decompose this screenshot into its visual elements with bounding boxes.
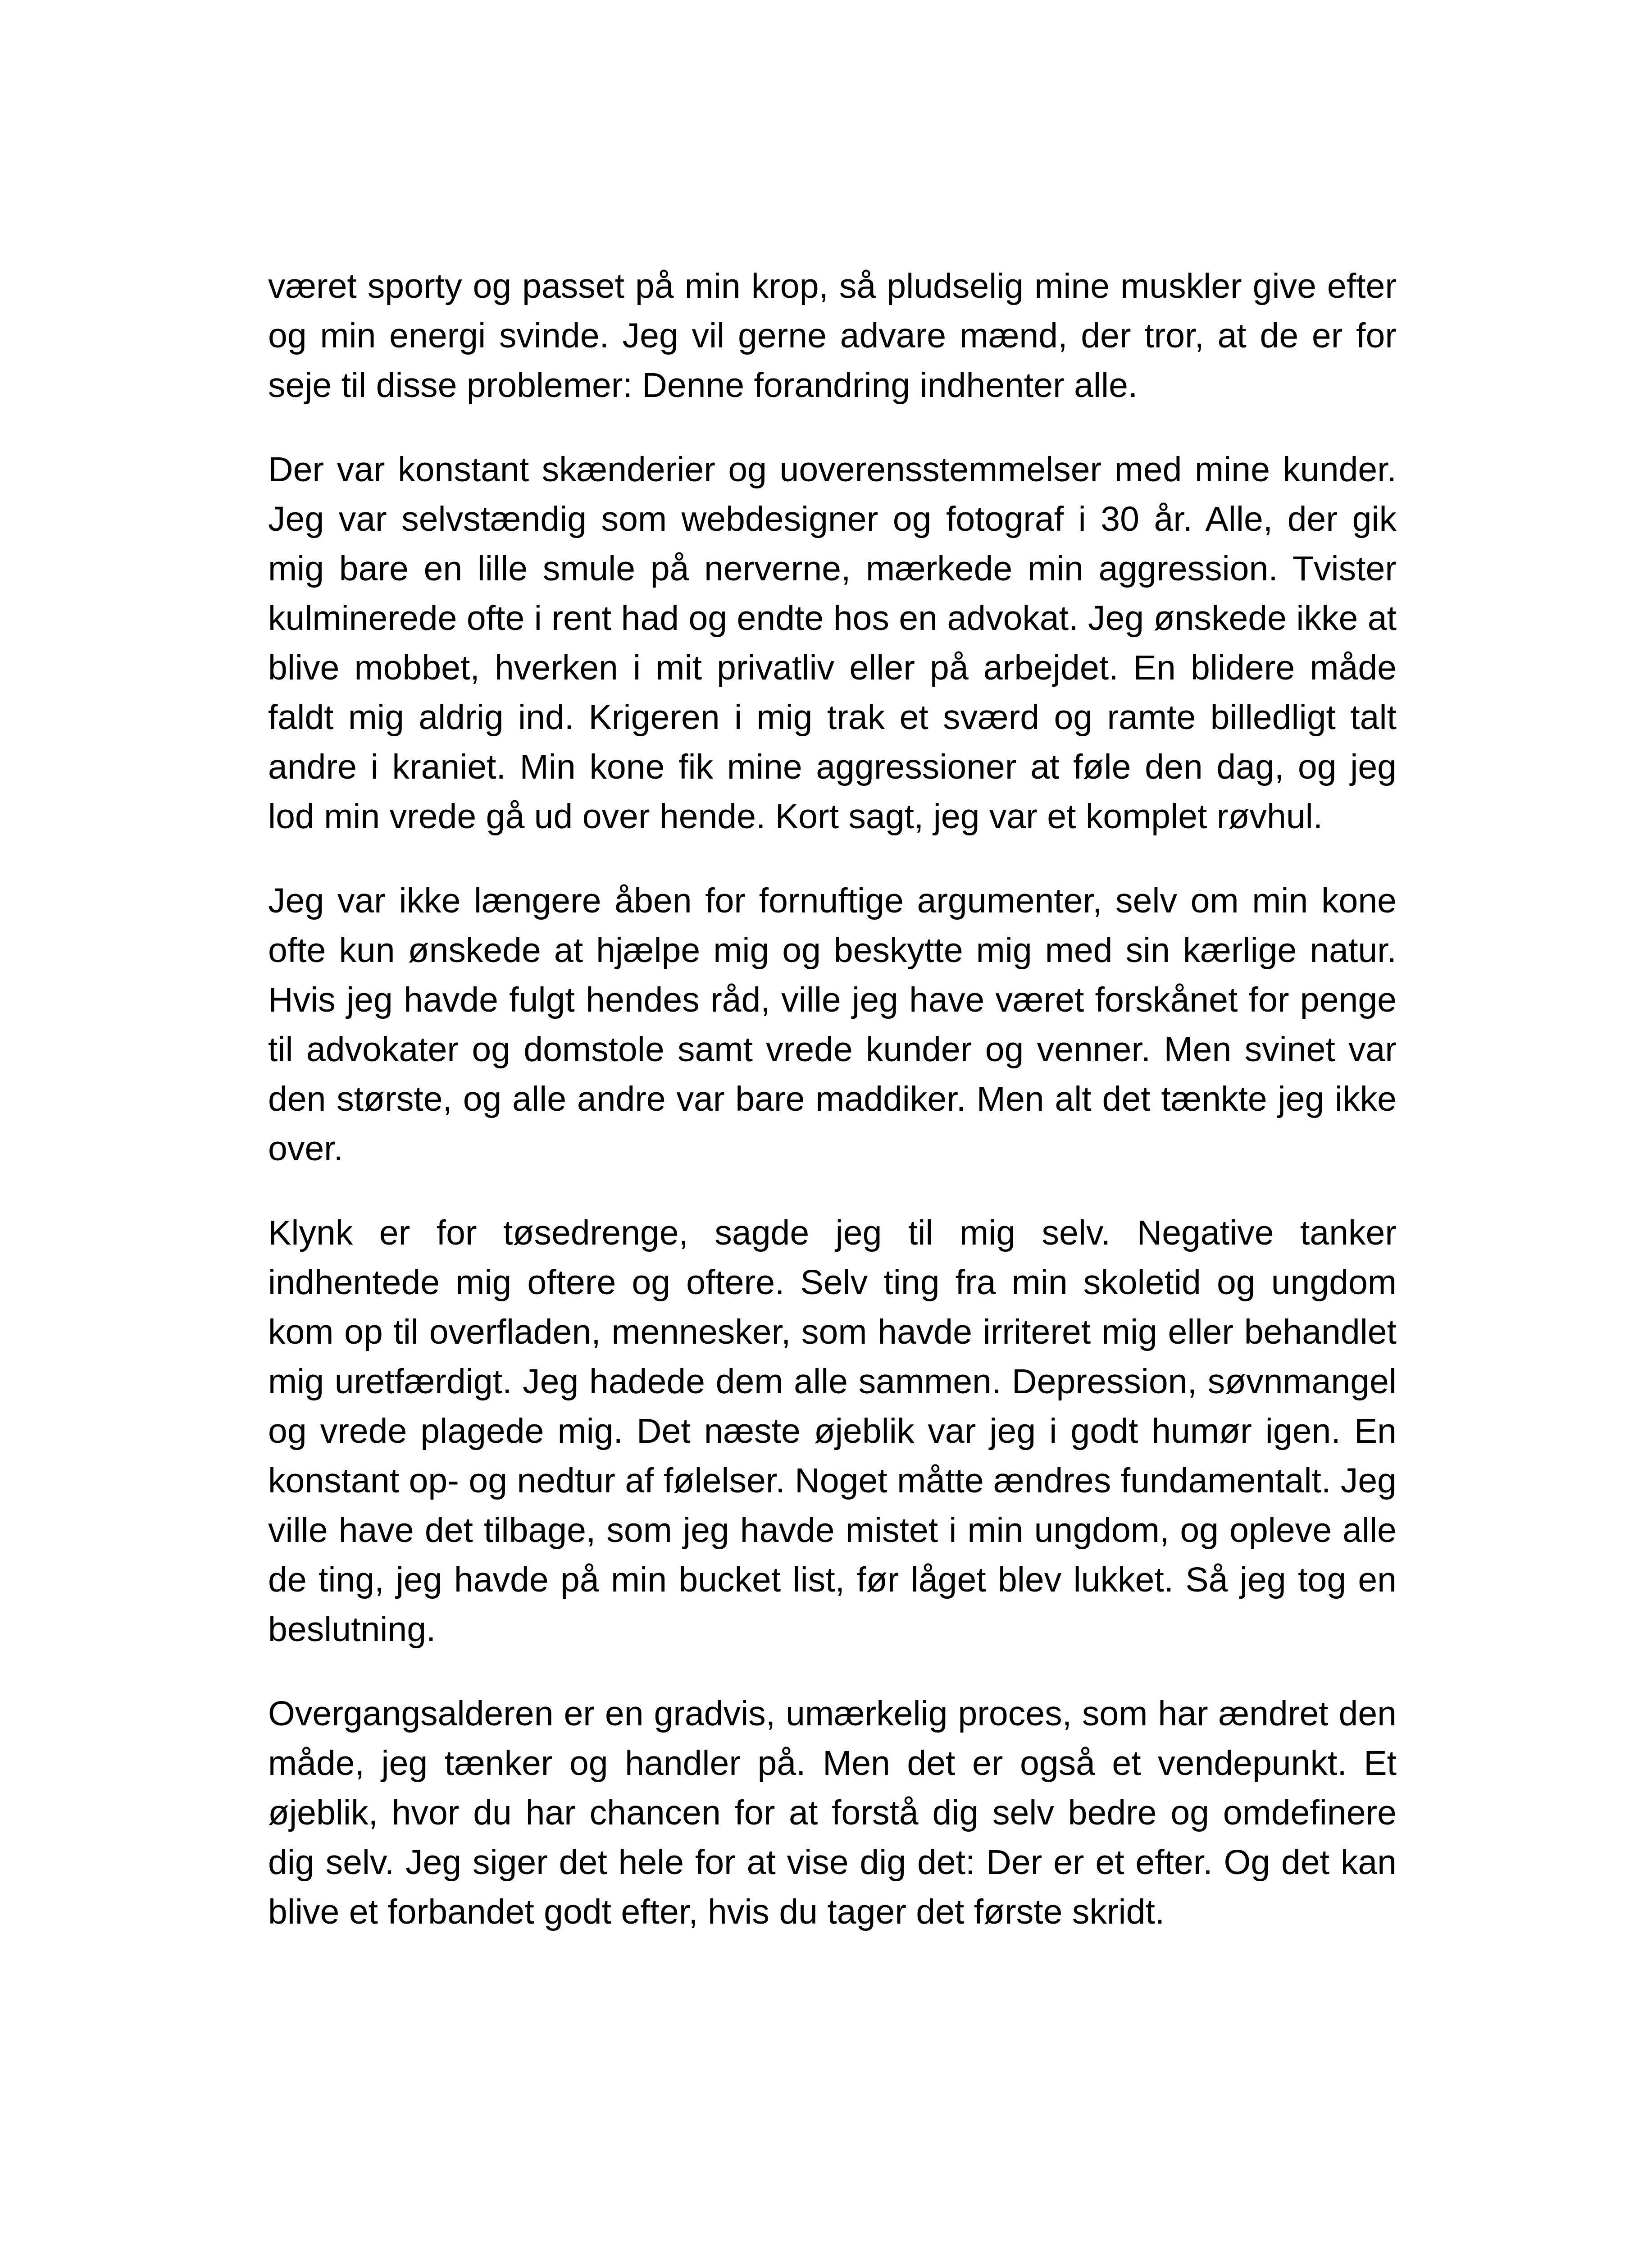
- paragraph-1: været sporty og passet på min krop, så pludselig mine muskler give efter og min energi svinde. Jeg vil gerne advare mænd, der tror, at de er for seje til disse problemer: Denne forandring indhenter alle.: [268, 267, 1397, 405]
- paragraph-2: Der var konstant skænderier og uoverensstemmelser med mine kunder. Jeg var selvstændig som webdesigner og fotograf i 30 år. Alle, der gik mig bare en lille smule på nerverne, mærkede min aggression. Tvister kulminerede ofte i rent had og endte hos en advokat. Jeg ønskede ikke at blive mobbet, hverken i mit privatliv eller på arbejdet. En blidere måde faldt mig aldrig ind. Krigeren i mig trak et sværd og ramte billedligt talt andre i kraniet. Min kone fik mine aggressioner at føle den dag, og jeg lod min vrede gå ud over hende. Kort sagt, jeg var et komplet røvhul.: [268, 450, 1397, 836]
- paragraph-3: Jeg var ikke længere åben for fornuftige argumenter, selv om min kone ofte kun ønskede at hjælpe mig og beskytte mig med sin kærlige natur. Hvis jeg havde fulgt hendes råd, ville jeg have været forskånet for penge til advokater og domstole samt vrede kunder og venner. Men svinet var den største, og alle andre var bare maddiker. Men alt det tænkte jeg ikke over.: [268, 881, 1397, 1168]
- paragraph-5: Overgangsalderen er en gradvis, umærkelig proces, som har ændret den måde, jeg tænker og handler på. Men det er også et vendepunkt. Et øjeblik, hvor du har chancen for at forstå dig selv bedre og omdefinere dig selv. Jeg siger det hele for at vise dig det: Der er et efter. Og det kan blive et forbandet godt efter, hvis du tager det første skridt.: [268, 1694, 1397, 1931]
- document-body: [268, 261, 1397, 1971]
- paragraph-4: Klynk er for tøsedrenge, sagde jeg til mig selv. Negative tanker indhentede mig oftere og oftere. Selv ting fra min skoletid og ungdom kom op til overfladen, mennesker, som havde irriteret mig eller behandlet mig uretfærdigt. Jeg hadede dem alle sammen. Depression, søvnmangel og vrede plagede mig. Det næste øjeblik var jeg i godt humør igen. En konstant op- og nedtur af følelser. Noget måtte ændres fundamentalt. Jeg ville have det tilbage, som jeg havde mistet i min ungdom, og opleve alle de ting, jeg havde på min bucket list, før låget blev lukket. Så jeg tog en beslutning.: [268, 1213, 1397, 1649]
